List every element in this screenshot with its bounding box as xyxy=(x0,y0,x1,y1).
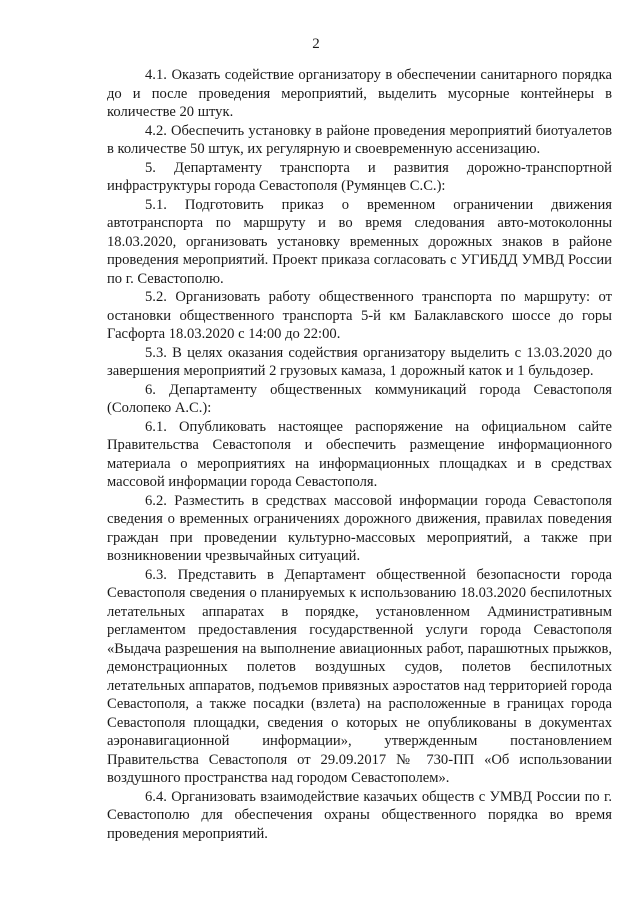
page-number: 2 xyxy=(312,36,320,52)
document-body xyxy=(107,66,612,843)
paragraph-5-2: 5.2. Организовать работу общественного транспорта по маршруту: от остановки общественного транспорта 5-й км Балаклавского шоссе до горы Гасфорта 18.03.2020 с 14:00 до 22:00. xyxy=(107,289,612,342)
paragraph-5-3: 5.3. В целях оказания содействия организатору выделить с 13.03.2020 до завершения мероприятий 2 грузовых камаза, 1 дорожный каток и 1 бульдозер. xyxy=(107,344,612,379)
paragraph-4-2: 4.2. Обеспечить установку в районе проведения мероприятий биотуалетов в количестве 50 штук, их регулярную и своевременную ассенизацию. xyxy=(107,122,612,157)
paragraph-5-1: 5.1. Подготовить приказ о временном ограничении движения автотранспорта по маршруту и во время следования авто-мотоколонны 18.03.2020, организовать установку временных дорожных знаков в районе проведения мероприятий. Проект приказа согласовать с УГИБДД УМВД России по г. Севастополю. xyxy=(107,196,612,287)
paragraph-6-3: 6.3. Представить в Департамент общественной безопасности города Севастополя сведения о планируемых к использованию 18.03.2020 беспилотных летательных аппаратах в порядке, установленном Административным регламентом предоставления государственной услуги города Севастополя «Выдача разрешения на выполнение авиационных работ, парашютных прыжков, демонстрационных полетов воздушных судов, полетов беспилотных летательных аппаратов, подъемов привязных аэростатов над территорией города Севастополя, а также посадки (взлета) на расположенные в границах города Севастополя площадки, сведения о которых не опубликованы в документах аэронавигационной информации», утвержденным постановлением Правительства Севастополя от 29.09.2017 № 730-ПП «Об использовании воздушного пространства над городом Севастополем». xyxy=(107,566,612,786)
paragraph-4-1: 4.1. Оказать содействие организатору в обеспечении санитарного порядка до и после проведения мероприятий, выделить мусорные контейнеры в количестве 20 штук. xyxy=(107,67,612,120)
paragraph-6-1: 6.1. Опубликовать настоящее распоряжение на официальном сайте Правительства Севастополя и обеспечить размещение информационного материала о мероприятиях на информационных площадках и в средствах массовой информации города Севастополя. xyxy=(107,418,612,490)
paragraph-6: 6. Департаменту общественных коммуникаций города Севастополя (Солопеко А.С.): xyxy=(107,381,612,416)
paragraph-6-2: 6.2. Разместить в средствах массовой информации города Севастополя сведения о временных ограничениях дорожного движения, правилах поведения граждан при проведении культурно-массовых мероприятий, а также при возникновении чрезвычайных ситуаций. xyxy=(107,492,612,564)
paragraph-5: 5. Департаменту транспорта и развития дорожно-транспортной инфраструктуры города Севастополя (Румянцев С.С.): xyxy=(107,159,612,194)
paragraph-6-4: 6.4. Организовать взаимодействие казачьих обществ с УМВД России по г. Севастополю для обеспечения охраны общественного порядка во время проведения мероприятий. xyxy=(107,788,612,842)
